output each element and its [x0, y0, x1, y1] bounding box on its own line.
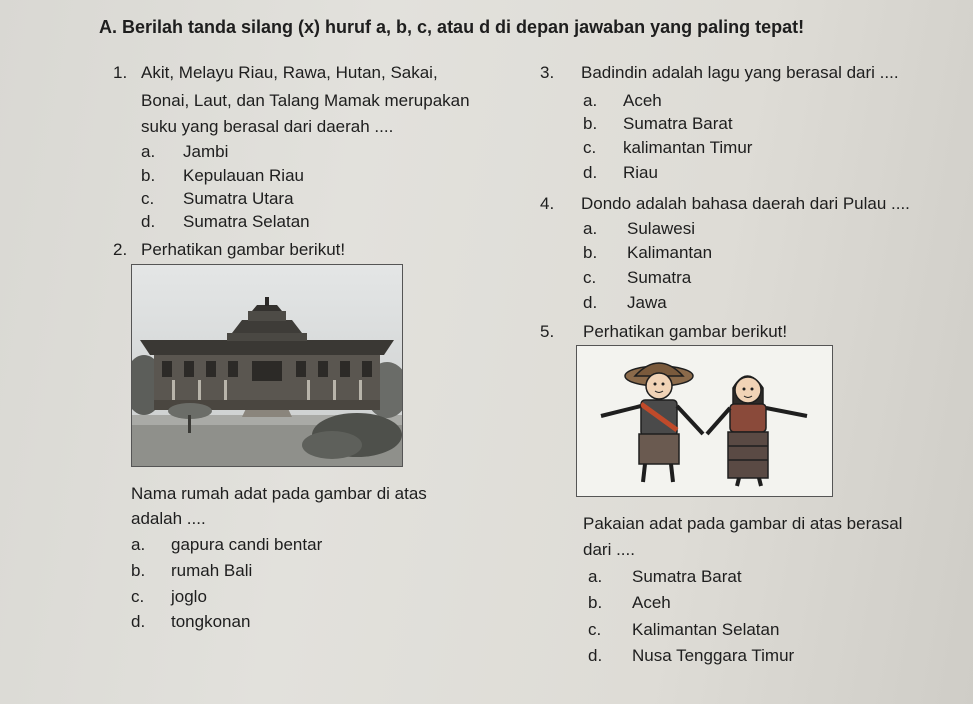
q3-option-c-text[interactable]: kalimantan Timur	[623, 138, 753, 157]
q3-number: 3.	[540, 63, 555, 82]
q4-number: 4.	[540, 194, 555, 213]
q2-option-a-text[interactable]: gapura candi bentar	[171, 535, 323, 554]
q2-option-c-text[interactable]: joglo	[171, 587, 207, 606]
q2-option-c-letter[interactable]: c.	[131, 587, 145, 606]
q4-option-a-text[interactable]: Sulawesi	[627, 219, 696, 238]
q1-option-b-text[interactable]: Kepulauan Riau	[183, 166, 304, 185]
q5-question-line1: Pakaian adat pada gambar di atas berasal	[583, 514, 903, 533]
q4-option-b-letter[interactable]: b.	[583, 243, 598, 262]
q5-question-line2: dari ....	[583, 540, 635, 559]
q3-option-b-letter[interactable]: b.	[583, 114, 598, 133]
q4-option-a-letter[interactable]: a.	[583, 219, 598, 238]
q5-option-d-text[interactable]: Nusa Tenggara Timur	[632, 646, 795, 665]
q5-stem: Perhatikan gambar berikut!	[583, 322, 788, 341]
q1-option-d-text[interactable]: Sumatra Selatan	[183, 212, 310, 231]
q5-option-a-text[interactable]: Sumatra Barat	[632, 567, 742, 586]
q5-option-c-text[interactable]: Kalimantan Selatan	[632, 620, 780, 639]
q5-option-d-letter[interactable]: d.	[588, 646, 603, 665]
q2-option-a-letter[interactable]: a.	[131, 535, 146, 554]
q4-option-c-letter[interactable]: c.	[583, 268, 597, 287]
traditional-costume-image	[577, 346, 832, 496]
q5-option-b-text[interactable]: Aceh	[632, 593, 671, 612]
q4-stem: Dondo adalah bahasa daerah dari Pulau ....	[581, 194, 910, 213]
q5-option-b-letter[interactable]: b.	[588, 593, 603, 612]
section-heading: A. Berilah tanda silang (x) huruf a, b, c, atau d di depan jawaban yang paling tepat!	[99, 17, 805, 37]
q3-option-b-text[interactable]: Sumatra Barat	[623, 114, 733, 133]
q3-option-d-text[interactable]: Riau	[623, 163, 658, 182]
q5-number: 5.	[540, 322, 555, 341]
q1-stem-line3: suku yang berasal dari daerah ....	[141, 117, 394, 136]
q4-option-b-text[interactable]: Kalimantan	[627, 243, 713, 262]
pakaian-adat-illustration	[576, 345, 833, 497]
q1-option-a-letter[interactable]: a.	[141, 142, 156, 161]
rumah-adat-photo	[131, 264, 403, 467]
traditional-house-image	[132, 265, 402, 466]
q2-stem: Perhatikan gambar berikut!	[141, 240, 346, 259]
q2-option-d-text[interactable]: tongkonan	[171, 612, 251, 631]
q3-option-c-letter[interactable]: c.	[583, 138, 597, 157]
q2-option-d-letter[interactable]: d.	[131, 612, 146, 631]
q5-option-c-letter[interactable]: c.	[588, 620, 602, 639]
q1-option-c-letter[interactable]: c.	[141, 189, 155, 208]
q1-option-a-text[interactable]: Jambi	[183, 142, 229, 161]
q1-stem-line1: Akit, Melayu Riau, Rawa, Hutan, Sakai,	[141, 63, 438, 82]
q1-option-d-letter[interactable]: d.	[141, 212, 156, 231]
q2-option-b-text[interactable]: rumah Bali	[171, 561, 253, 580]
q4-option-d-text[interactable]: Jawa	[627, 293, 667, 312]
q1-option-c-text[interactable]: Sumatra Utara	[183, 189, 294, 208]
q3-stem: Badindin adalah lagu yang berasal dari ....	[581, 63, 899, 82]
q5-option-a-letter[interactable]: a.	[588, 567, 603, 586]
q3-option-d-letter[interactable]: d.	[583, 163, 598, 182]
q1-option-b-letter[interactable]: b.	[141, 166, 156, 185]
q2-number: 2.	[113, 240, 128, 259]
q1-number: 1.	[113, 63, 128, 82]
q1-stem-line2: Bonai, Laut, dan Talang Mamak merupakan	[141, 91, 470, 110]
q3-option-a-letter[interactable]: a.	[583, 91, 598, 110]
q2-question-line1: Nama rumah adat pada gambar di atas	[131, 484, 427, 503]
q2-question-line2: adalah ....	[131, 509, 206, 528]
q3-option-a-text[interactable]: Aceh	[623, 91, 662, 110]
q4-option-d-letter[interactable]: d.	[583, 293, 598, 312]
q4-option-c-text[interactable]: Sumatra	[627, 268, 692, 287]
q2-option-b-letter[interactable]: b.	[131, 561, 146, 580]
